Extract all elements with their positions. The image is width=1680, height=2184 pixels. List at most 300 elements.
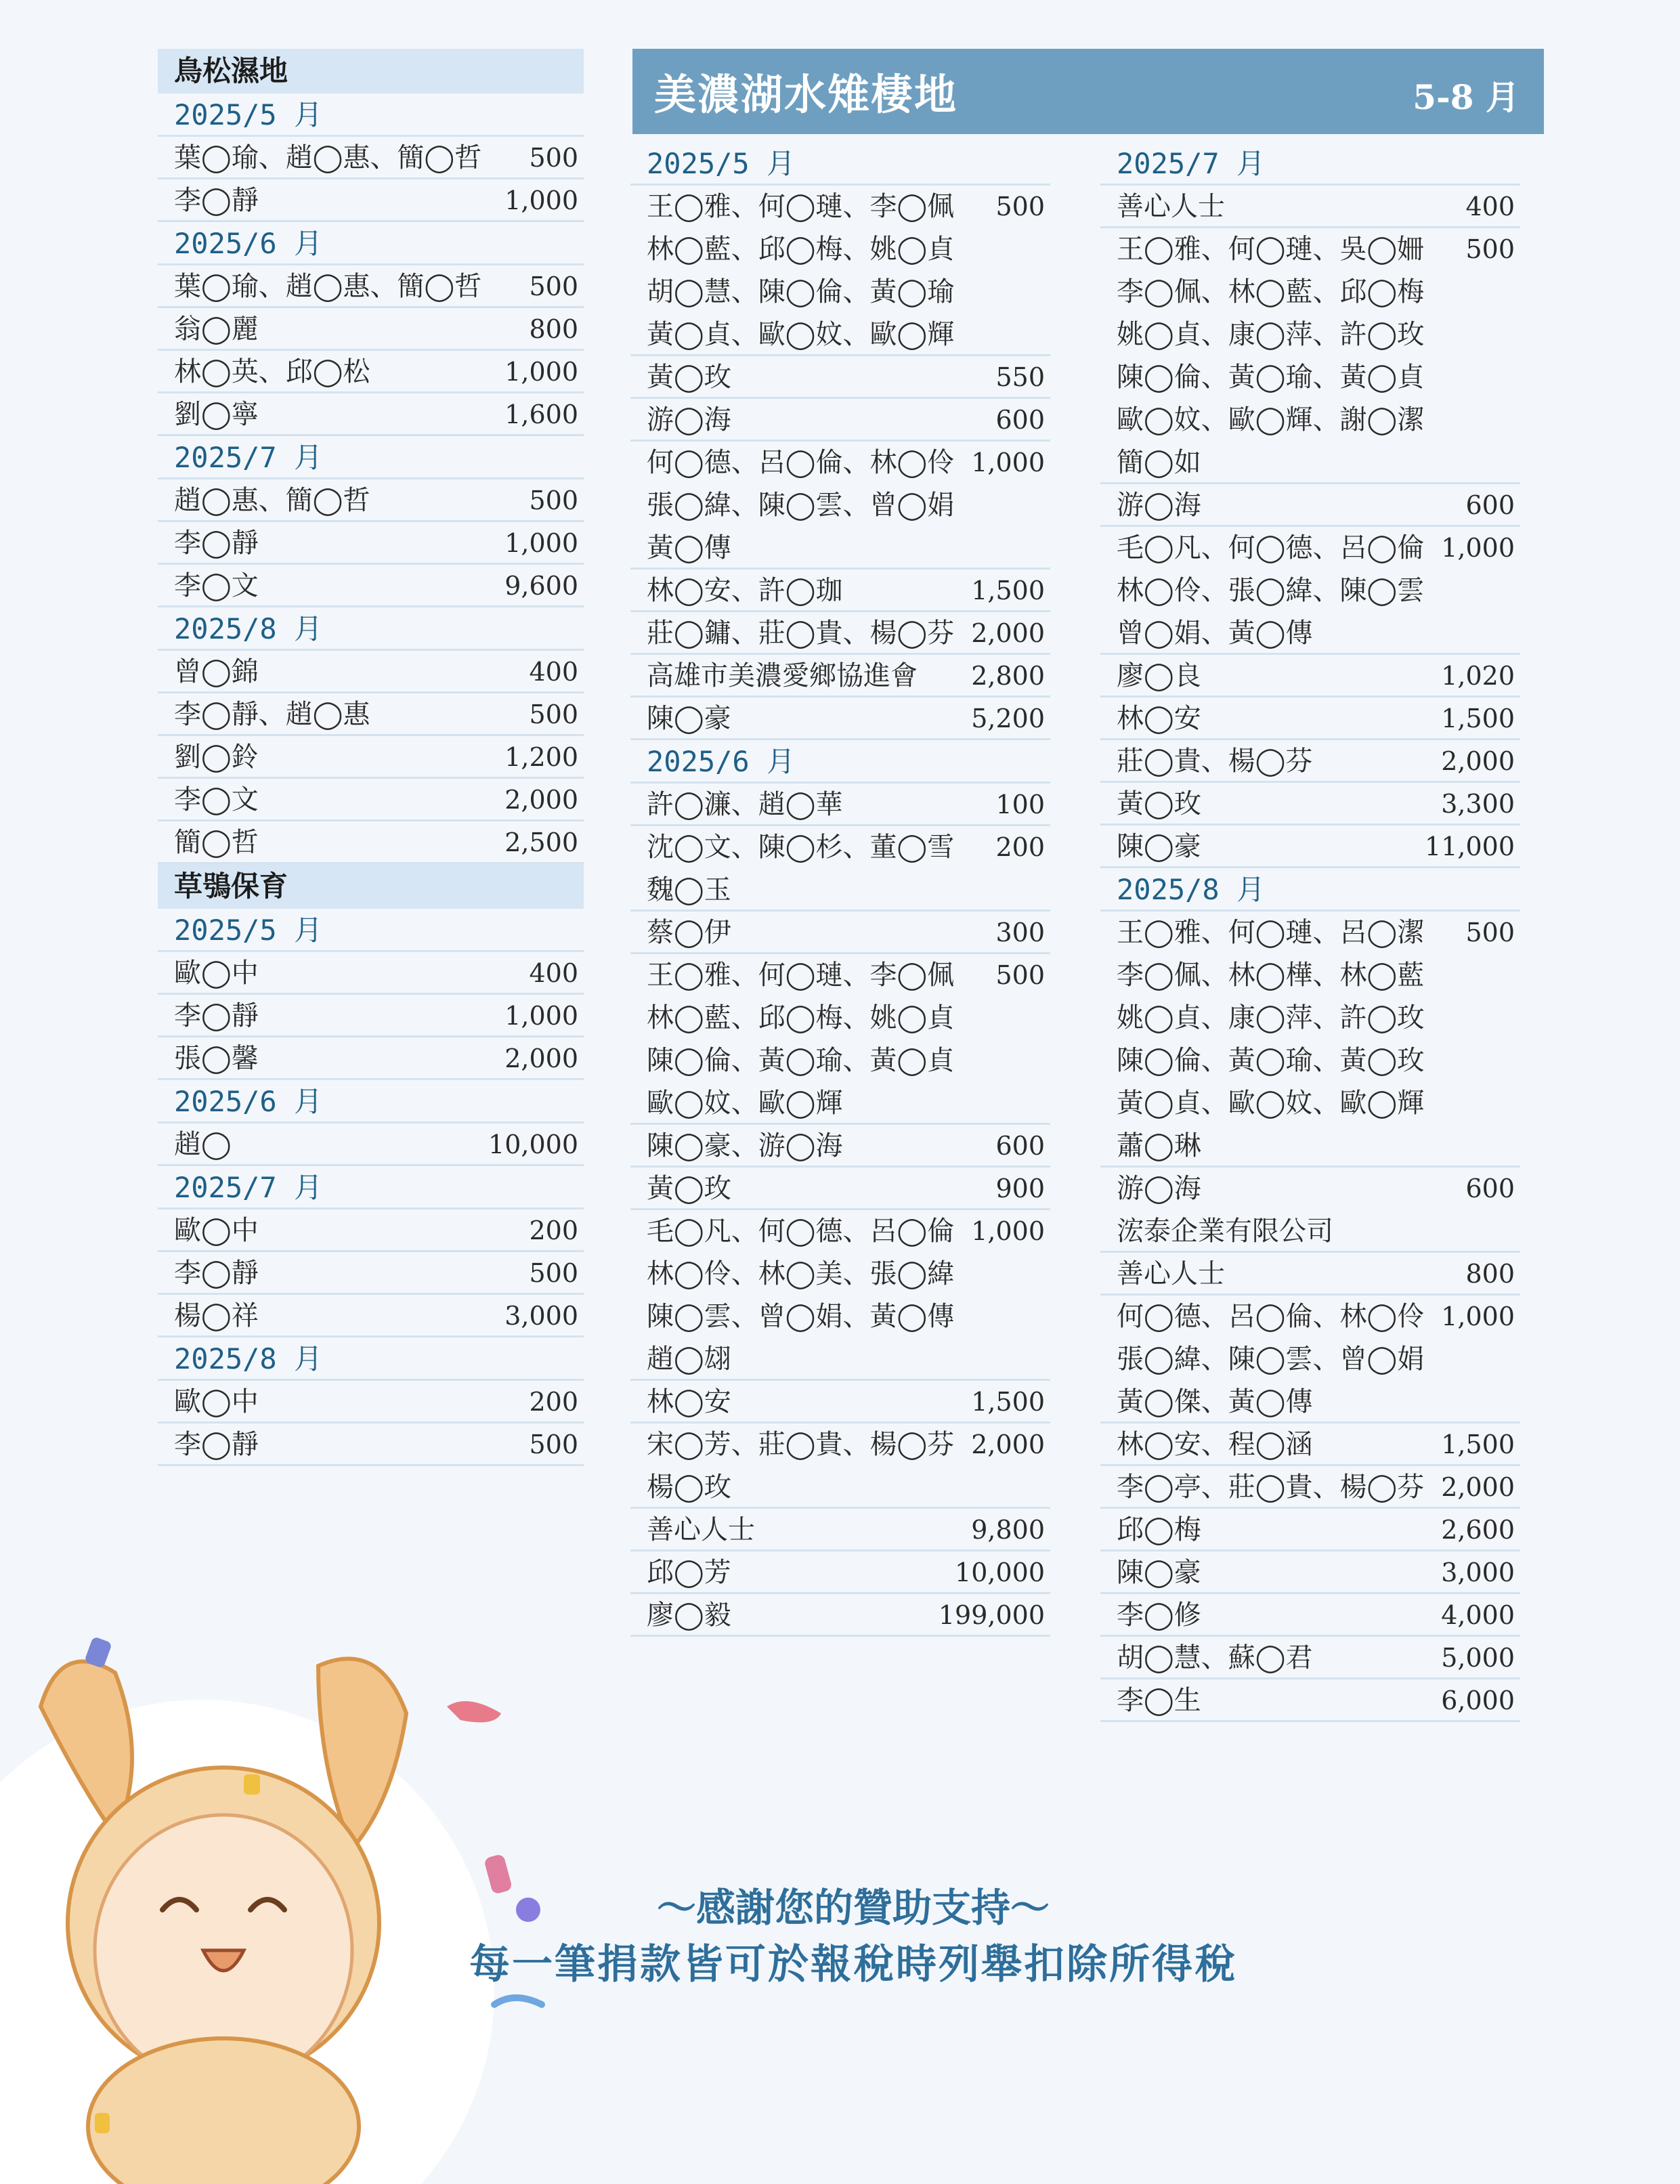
donor-row (630, 1594, 1050, 1637)
donor-name: 游◯海 (647, 404, 731, 435)
confetti-pink-icon (447, 1701, 501, 1722)
donor-names (1117, 1551, 1201, 1594)
header-title: 美濃湖水雉棲地 (654, 70, 958, 119)
donor-row (158, 1423, 584, 1466)
donation-amount: 1,000 (504, 186, 578, 215)
donation-amount: 199,000 (938, 1600, 1045, 1630)
donor-row (1100, 698, 1520, 740)
donor-name: 善心人士 (1117, 1258, 1225, 1289)
donor-row (158, 1123, 584, 1166)
donor-row (630, 1509, 1050, 1551)
donor-names (1117, 484, 1201, 527)
donor-row (630, 356, 1050, 399)
thanks-line: ～感謝您的贊助支持～ (656, 1885, 1050, 1931)
donation-amount: 2,000 (971, 618, 1045, 648)
donor-names (174, 821, 259, 864)
donor-name: 李◯靜 (174, 528, 259, 559)
donor-name: 莊◯貴、楊◯芬 (1117, 746, 1313, 777)
donor-name: 林◯藍、邱◯梅、姚◯貞 (647, 234, 955, 265)
donation-amount: 1,000 (971, 448, 1045, 477)
donor-name: 李◯修 (1117, 1600, 1201, 1631)
donor-name: 歐◯妏、歐◯輝 (647, 1088, 843, 1119)
donation-amount: 1,500 (971, 576, 1045, 605)
donor-names (647, 356, 731, 399)
donation-amount: 3,000 (1441, 1558, 1515, 1587)
donor-name: 簡◯哲 (174, 827, 259, 858)
donation-amount: 500 (1465, 918, 1515, 947)
donor-names (174, 393, 259, 436)
donor-name: 趙◯翃 (647, 1344, 731, 1375)
donor-row (158, 736, 584, 779)
donor-row (158, 565, 584, 607)
donor-name: 劉◯寧 (174, 399, 259, 430)
month-heading: 2025/7 月 (158, 1166, 584, 1209)
donor-row (158, 1209, 584, 1252)
donation-amount: 2,500 (504, 828, 578, 857)
donor-row (630, 399, 1050, 442)
donation-amount: 3,300 (1441, 789, 1515, 819)
donor-names (647, 912, 731, 954)
donation-amount: 9,800 (971, 1515, 1045, 1545)
donor-name: 楊◯玫 (647, 1472, 731, 1503)
donor-names (174, 779, 259, 821)
donor-name: 林◯安 (647, 1386, 731, 1417)
donor-row (630, 1551, 1050, 1594)
donor-row (158, 179, 584, 222)
donation-amount: 800 (1465, 1259, 1515, 1289)
donor-name: 林◯伶、林◯美、張◯緯 (647, 1258, 955, 1289)
donor-name: 王◯雅、何◯璉、李◯佩 (647, 191, 955, 222)
donation-amount: 3,000 (504, 1301, 578, 1331)
donor-name: 高雄市美濃愛鄉協進會 (647, 660, 918, 691)
donor-name: 莊◯鏞、莊◯貴、楊◯芬 (647, 618, 955, 649)
donor-name: 歐◯中 (174, 958, 259, 989)
donor-row (630, 442, 1050, 570)
month-heading: 2025/8 月 (1100, 868, 1520, 912)
donor-names (1117, 527, 1424, 655)
donor-names (174, 693, 370, 736)
donation-amount: 2,800 (971, 661, 1045, 691)
donor-row (630, 954, 1050, 1125)
donor-row (158, 1252, 584, 1295)
donor-names (174, 351, 370, 393)
donor-name: 何◯德、呂◯倫、林◯伶 (1117, 1301, 1425, 1332)
donor-row (158, 1381, 584, 1423)
donor-row (1100, 655, 1520, 698)
donor-names (174, 265, 481, 308)
donor-name: 善心人士 (1117, 191, 1225, 222)
donor-names (1117, 783, 1201, 826)
donor-name: 簡◯如 (1117, 447, 1201, 478)
donor-row (158, 995, 584, 1037)
donation-amount: 1,000 (1441, 533, 1515, 563)
donation-amount: 500 (529, 486, 578, 515)
tax-note-line: 每一筆捐款皆可於報稅時列舉扣除所得稅 (469, 1941, 1237, 1988)
donation-amount: 2,600 (1441, 1515, 1515, 1545)
donor-name: 陳◯雲、曾◯娟、黃◯傳 (647, 1301, 955, 1332)
donor-row (630, 1423, 1050, 1509)
donation-amount: 500 (529, 1430, 578, 1459)
month-heading: 2025/6 月 (158, 1080, 584, 1123)
donor-names (174, 952, 259, 995)
donor-names (174, 565, 259, 607)
donor-names (647, 1381, 731, 1423)
donor-name: 陳◯倫、黃◯瑜、黃◯貞 (647, 1045, 955, 1076)
donor-names (174, 736, 259, 779)
donation-amount: 500 (995, 960, 1045, 990)
donor-name: 黃◯玫 (647, 1173, 731, 1204)
donor-name: 廖◯毅 (647, 1600, 731, 1631)
donor-row (1100, 740, 1520, 783)
donation-amount: 200 (529, 1216, 578, 1245)
donor-names (1117, 698, 1201, 740)
donation-amount: 5,000 (1441, 1643, 1515, 1673)
donor-row (158, 522, 584, 565)
donor-name: 李◯靜 (174, 1258, 259, 1289)
donor-names (647, 1423, 954, 1509)
donor-names (1117, 655, 1201, 698)
donation-amount: 2,000 (504, 1044, 578, 1073)
donor-row (1100, 783, 1520, 826)
confetti-sky-icon (494, 1998, 542, 2005)
donor-row (158, 1037, 584, 1080)
donor-names (174, 137, 481, 179)
donation-amount: 600 (995, 1131, 1045, 1161)
donor-row (1100, 1423, 1520, 1466)
donor-names (647, 826, 954, 912)
donation-amount: 1,000 (504, 528, 578, 558)
donor-row (1100, 1168, 1520, 1253)
month-heading: 2025/5 月 (158, 93, 584, 137)
donation-amount: 9,600 (504, 571, 578, 601)
donor-names (174, 308, 259, 351)
donor-row (1100, 1509, 1520, 1551)
donor-row (158, 479, 584, 522)
donor-name: 黃◯傑、黃◯傳 (1117, 1386, 1313, 1417)
donor-name: 陳◯豪 (647, 703, 731, 734)
donor-name: 李◯靜 (174, 1000, 259, 1031)
donor-name: 姚◯貞、康◯萍、許◯玫 (1117, 1002, 1425, 1033)
donation-amount: 2,000 (504, 785, 578, 815)
donor-name: 游◯海 (1117, 1173, 1201, 1204)
donor-row (1100, 1637, 1520, 1679)
donor-row (630, 912, 1050, 954)
donor-names (647, 784, 843, 826)
donation-amount: 900 (995, 1174, 1045, 1203)
donor-name: 毛◯凡、何◯德、呂◯倫 (1117, 532, 1425, 563)
donor-name: 林◯藍、邱◯梅、姚◯貞 (647, 1002, 955, 1033)
donor-name: 浤泰企業有限公司 (1117, 1216, 1333, 1247)
donor-names (1117, 228, 1424, 484)
donor-row (630, 186, 1050, 356)
donor-names (1117, 1509, 1201, 1551)
donor-names (174, 1295, 259, 1337)
donor-names (174, 1209, 259, 1252)
donor-name: 陳◯豪 (1117, 1557, 1201, 1588)
donor-name: 張◯緯、陳◯雲、曾◯娟 (1117, 1344, 1425, 1375)
donation-amount: 1,000 (971, 1216, 1045, 1246)
donor-names (174, 1123, 232, 1166)
donor-row (158, 821, 584, 864)
donor-name: 姚◯貞、康◯萍、許◯玫 (1117, 319, 1425, 350)
donor-name: 林◯安 (1117, 703, 1201, 734)
donation-amount: 2,000 (971, 1430, 1045, 1459)
donor-name: 葉◯瑜、趙◯惠、簡◯哲 (174, 142, 482, 173)
month-heading: 2025/7 月 (158, 436, 584, 479)
month-heading: 2025/6 月 (630, 740, 1050, 784)
donor-names (1117, 1594, 1201, 1637)
donation-amount: 500 (529, 1258, 578, 1288)
donation-amount: 1,500 (1441, 704, 1515, 733)
donor-names (174, 651, 259, 693)
donation-amount: 5,200 (971, 704, 1045, 733)
donor-name: 趙◯ (174, 1129, 232, 1160)
donor-names (174, 522, 259, 565)
donation-amount: 500 (529, 143, 578, 173)
donor-names (647, 1509, 755, 1551)
donor-names (174, 995, 259, 1037)
month-heading: 2025/5 月 (630, 142, 1050, 186)
donation-amount: 600 (995, 405, 1045, 435)
donation-amount: 400 (529, 657, 578, 687)
section-title: 草鴞保育 (158, 864, 584, 909)
donor-row (1100, 228, 1520, 484)
donor-names (647, 698, 731, 740)
donor-name: 陳◯豪、游◯海 (647, 1130, 843, 1161)
donation-amount: 600 (1465, 1174, 1515, 1203)
donor-name: 陳◯倫、黃◯瑜、黃◯貞 (1117, 362, 1425, 393)
donor-name: 宋◯芳、莊◯貴、楊◯芬 (647, 1429, 955, 1460)
donor-row (1100, 527, 1520, 655)
month-heading: 2025/6 月 (158, 222, 584, 265)
donor-names (647, 954, 954, 1125)
donation-amount: 200 (995, 832, 1045, 862)
donor-names (174, 1252, 259, 1295)
donor-name: 歐◯中 (174, 1386, 259, 1417)
donation-amount: 300 (995, 918, 1045, 947)
donor-name: 邱◯芳 (647, 1557, 731, 1588)
donor-name: 歐◯中 (174, 1215, 259, 1246)
donation-amount: 1,000 (504, 1001, 578, 1031)
donor-row (1100, 186, 1520, 228)
donor-name: 陳◯豪 (1117, 831, 1201, 862)
donor-row (158, 351, 584, 393)
donor-name: 李◯佩、林◯藍、邱◯梅 (1117, 276, 1425, 307)
donor-name: 王◯雅、何◯璉、吳◯姍 (1117, 234, 1425, 265)
donor-names (1117, 1253, 1225, 1296)
donation-amount: 500 (529, 700, 578, 729)
donor-names (1117, 1466, 1424, 1509)
donor-row (1100, 912, 1520, 1168)
donor-name: 王◯雅、何◯璉、呂◯潔 (1117, 917, 1425, 948)
donor-row (158, 393, 584, 436)
donor-names (647, 186, 954, 356)
donor-row (158, 651, 584, 693)
donor-row (630, 1381, 1050, 1423)
donor-name: 魏◯玉 (647, 874, 731, 905)
donation-amount: 10,000 (955, 1558, 1045, 1587)
donor-name: 林◯安、許◯珈 (647, 575, 843, 606)
donor-row (630, 1168, 1050, 1210)
donor-row (158, 265, 584, 308)
donation-amount: 600 (1465, 490, 1515, 520)
donation-amount: 400 (529, 958, 578, 988)
donation-amount: 200 (529, 1387, 578, 1417)
donor-name: 趙◯惠、簡◯哲 (174, 485, 370, 516)
donor-name: 黃◯貞、歐◯妏、歐◯輝 (1117, 1088, 1425, 1119)
donor-name: 翁◯麗 (174, 314, 259, 345)
month-heading: 2025/8 月 (158, 607, 584, 651)
donation-amount: 2,000 (1441, 1472, 1515, 1502)
donation-amount: 1,000 (504, 357, 578, 387)
donor-name: 歐◯妏、歐◯輝、謝◯潔 (1117, 404, 1425, 435)
donor-names (647, 1551, 731, 1594)
donor-name: 陳◯倫、黃◯瑜、黃◯玫 (1117, 1045, 1425, 1076)
donor-row (630, 784, 1050, 826)
donation-amount: 500 (995, 192, 1045, 221)
month-heading: 2025/8 月 (158, 1337, 584, 1381)
donor-name: 蔡◯伊 (647, 917, 731, 948)
donor-names (1117, 912, 1424, 1168)
donor-row (158, 693, 584, 736)
donor-row (1100, 1253, 1520, 1296)
donor-row (1100, 1679, 1520, 1722)
donor-names (174, 1423, 259, 1466)
donor-name: 胡◯慧、蘇◯君 (1117, 1642, 1313, 1673)
donor-row (1100, 484, 1520, 527)
donation-amount: 1,600 (504, 400, 578, 429)
donor-names (174, 479, 370, 522)
donor-name: 曾◯娟、黃◯傳 (1117, 618, 1313, 649)
donor-names (1117, 186, 1225, 228)
donor-row (158, 137, 584, 179)
donation-amount: 500 (1465, 234, 1515, 264)
donor-name: 李◯靜 (174, 185, 259, 216)
donor-name: 林◯伶、張◯緯、陳◯雲 (1117, 575, 1425, 606)
donor-name: 曾◯錦 (174, 656, 259, 687)
header-range: 5-8 月 (1413, 77, 1520, 117)
donor-name: 張◯緯、陳◯雲、曾◯娟 (647, 490, 955, 521)
donor-names (1117, 1168, 1333, 1253)
donor-names (647, 1168, 731, 1210)
donor-names (647, 1210, 954, 1381)
donor-row (630, 1210, 1050, 1381)
header-banner (632, 49, 1544, 134)
donor-name: 李◯靜、趙◯惠 (174, 699, 370, 730)
donation-amount: 11,000 (1425, 832, 1515, 861)
donor-names (174, 1381, 259, 1423)
donor-name: 胡◯慧、陳◯倫、黃◯瑜 (647, 276, 955, 307)
donor-row (1100, 1551, 1520, 1594)
donation-amount: 6,000 (1441, 1686, 1515, 1715)
donor-name: 林◯安、程◯涵 (1117, 1429, 1313, 1460)
donor-row (1100, 1296, 1520, 1423)
donation-amount: 500 (529, 272, 578, 301)
donor-names (1117, 1423, 1313, 1466)
confetti-gold-icon (95, 2113, 110, 2133)
donor-names (647, 442, 954, 570)
donor-name: 蕭◯琳 (1117, 1130, 1201, 1161)
donor-names (647, 655, 918, 698)
donor-row (630, 826, 1050, 912)
donation-amount: 10,000 (488, 1130, 578, 1159)
donor-names (647, 1125, 843, 1168)
donor-name: 劉◯鈴 (174, 742, 259, 773)
donor-names (647, 399, 731, 442)
donor-name: 李◯亭、莊◯貴、楊◯芬 (1117, 1472, 1425, 1503)
donor-names (174, 1037, 259, 1080)
donor-row (630, 570, 1050, 612)
donation-amount: 100 (995, 790, 1045, 819)
donor-row (158, 779, 584, 821)
confetti-gold-2-icon (244, 1774, 260, 1795)
donor-names (647, 570, 843, 612)
donor-row (630, 698, 1050, 740)
donor-row (158, 952, 584, 995)
donor-name: 王◯雅、何◯璉、李◯佩 (647, 960, 955, 991)
donation-amount: 2,000 (1441, 746, 1515, 776)
donor-name: 何◯德、呂◯倫、林◯伶 (647, 447, 955, 478)
donor-name: 邱◯梅 (1117, 1514, 1201, 1545)
donor-name: 黃◯玫 (647, 362, 731, 393)
donation-amount: 550 (995, 362, 1045, 392)
donor-name: 楊◯祥 (174, 1300, 259, 1331)
donor-row (1100, 1466, 1520, 1509)
donor-name: 葉◯瑜、趙◯惠、簡◯哲 (174, 271, 482, 302)
donation-amount: 4,000 (1441, 1600, 1515, 1630)
donor-row (630, 612, 1050, 655)
donor-name: 林◯英、邱◯松 (174, 356, 370, 387)
donor-names (1117, 826, 1201, 868)
donor-name: 廖◯良 (1117, 660, 1201, 691)
donation-amount: 400 (1465, 192, 1515, 221)
donor-row (1100, 826, 1520, 868)
donor-name: 沈◯文、陳◯杉、董◯雪 (647, 832, 955, 863)
donor-names (1117, 1296, 1424, 1423)
donor-row (1100, 1594, 1520, 1637)
donation-amount: 1,000 (1441, 1302, 1515, 1331)
donor-names (1117, 1679, 1201, 1722)
donation-amount: 1,020 (1441, 661, 1515, 691)
donor-row (630, 655, 1050, 698)
donor-row (630, 1125, 1050, 1168)
donor-name: 李◯佩、林◯樺、林◯藍 (1117, 960, 1425, 991)
donor-name: 李◯生 (1117, 1685, 1201, 1716)
donor-name: 黃◯貞、歐◯妏、歐◯輝 (647, 319, 955, 350)
donor-names (647, 1594, 731, 1637)
donor-names (174, 179, 259, 222)
donor-row (158, 308, 584, 351)
donor-names (647, 612, 954, 655)
donor-name: 李◯靜 (174, 1429, 259, 1460)
donation-amount: 1,500 (971, 1387, 1045, 1417)
donor-name: 游◯海 (1117, 490, 1201, 521)
donation-amount: 1,200 (504, 742, 578, 772)
donor-name: 李◯文 (174, 784, 259, 815)
month-heading: 2025/5 月 (158, 909, 584, 952)
donor-name: 善心人士 (647, 1514, 755, 1545)
donor-name: 許◯濂、趙◯華 (647, 789, 843, 820)
donor-name: 張◯馨 (174, 1043, 259, 1074)
donor-name: 毛◯凡、何◯德、呂◯倫 (647, 1216, 955, 1247)
donation-amount: 800 (529, 314, 578, 344)
donor-name: 李◯文 (174, 570, 259, 601)
donor-names (1117, 1637, 1313, 1679)
donor-names (1117, 740, 1313, 783)
donation-amount: 1,500 (1441, 1430, 1515, 1459)
donor-row (158, 1295, 584, 1337)
section-title: 鳥松濕地 (158, 49, 584, 93)
